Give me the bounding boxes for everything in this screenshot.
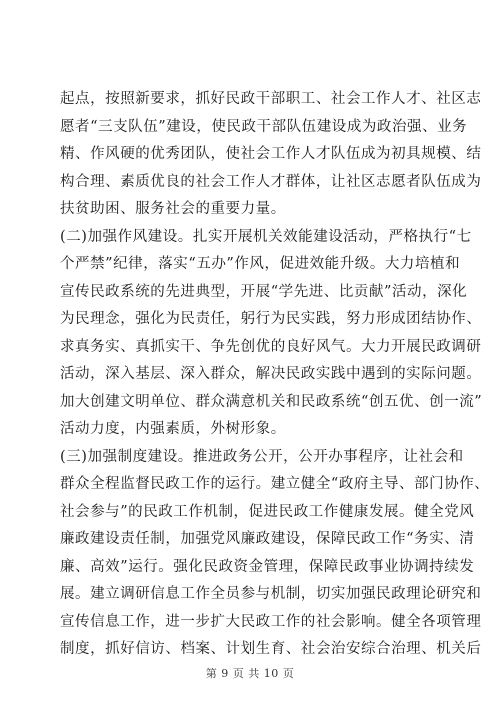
text-line: 构合理、素质优良的社会工作人才群体，让社区志愿者队伍成为	[60, 173, 482, 190]
text-line: 群众全程监督民政工作的运行。建立健全“政府主导、部门协作、	[60, 476, 490, 492]
text-line: 社会参与”的民政工作机制，促进民政工作健康发展。健全党风	[60, 503, 475, 520]
text-line: 活动，深入基层、深入群众，解决民政实践中遇到的实际问题。	[60, 366, 482, 382]
text-line: 愿者“三支队伍”建设，使民政干部队伍建设成为政治强、业务	[60, 118, 468, 135]
text-line: 扶贫助困、服务社会的重要力量。	[60, 201, 286, 217]
text-line: 求真务实、真抓实干、争先创优的良好风气。大力开展民政调研	[60, 338, 482, 355]
text-line: 精、作风硬的优秀团队，使社会工作人才队伍成为初具规模、结	[60, 146, 482, 162]
text-line: 加大创建文明单位、群众满意机关和民政系统“创五优、创一流”	[60, 393, 483, 410]
text-line: 宣传信息工作，进一步扩大民政工作的社会影响。健全各项管理	[60, 613, 482, 630]
text-line: 廉、高效”运行。强化民政资金管理，保障民政事业协调持续发	[60, 558, 475, 575]
text-line: 宣传民政系统的先进典型，开展“学先进、比贡献”活动，深化	[60, 283, 468, 300]
text-line: 起点，按照新要求，抓好民政干部职工、社会工作人才、社区志	[60, 91, 482, 107]
text-line: 个严禁”纪律，落实“五办”作风，促进效能升级。大力培植和	[60, 256, 461, 272]
text-line: 廉政建设责任制，加强党风廉政建设，保障民政工作“务实、清	[60, 531, 475, 547]
text-line: (三)加强制度建设。推进政务公开，公开办事程序，让社会和	[60, 448, 464, 465]
page-number-footer: 第 9 页 共 10 页	[205, 667, 295, 680]
document-body	[60, 86, 490, 664]
text-line: 制度，抓好信访、档案、计划生育、社会治安综合治理、机关后	[60, 641, 482, 657]
text-line: 活动力度，内强素质，外树形象。	[60, 421, 286, 437]
text-line: 为民理念，强化为民责任，躬行为民实践，努力形成团结协作、	[60, 311, 482, 327]
text-line: (二)加强作风建设。扎实开展机关效能建设活动，严格执行“七	[60, 228, 472, 245]
text-line: 展。建立调研信息工作全员参与机制，切实加强民政理论研究和	[60, 586, 482, 602]
